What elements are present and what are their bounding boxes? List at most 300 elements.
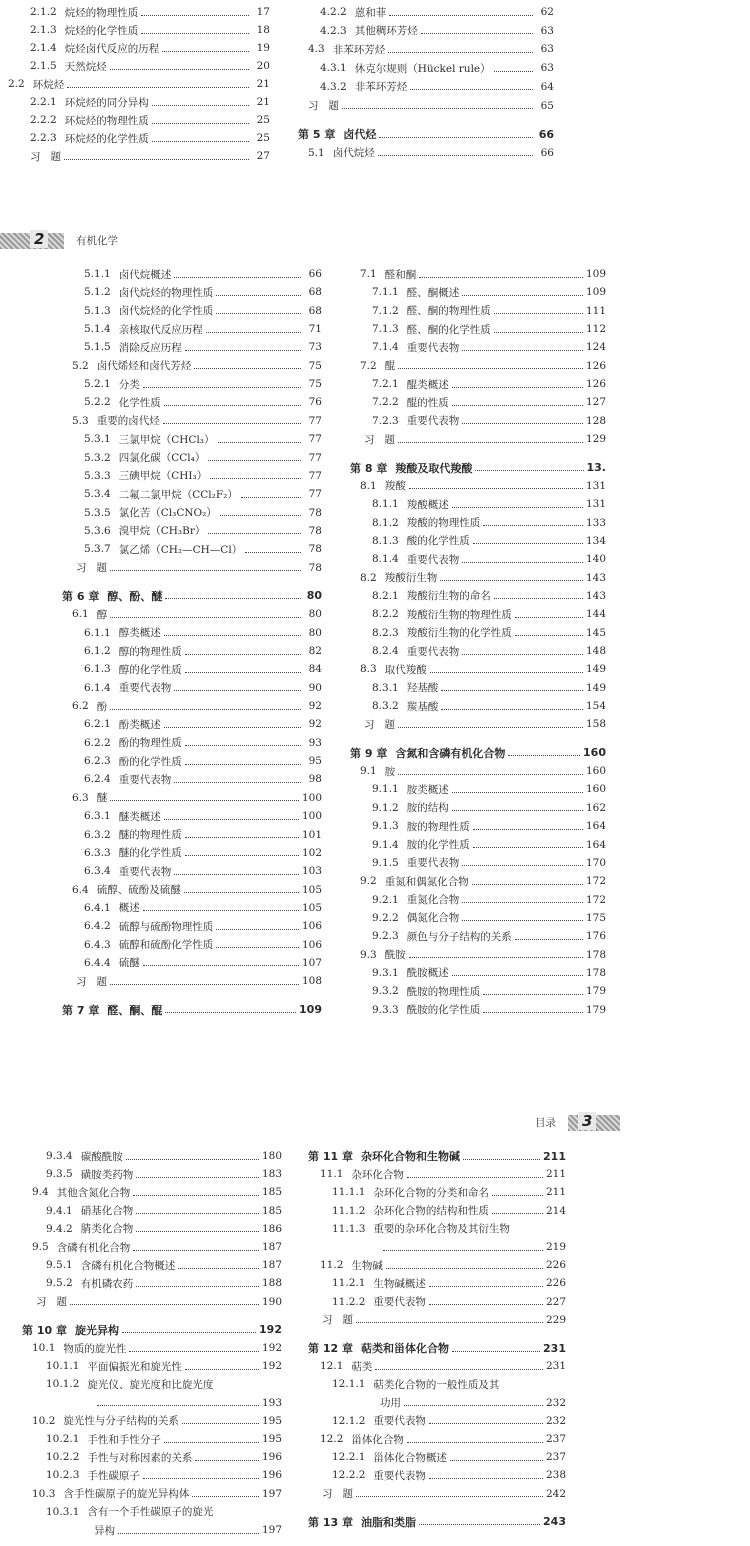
- toc-dot-leader: [452, 792, 583, 793]
- toc-entry-title: 胺的结构: [406, 802, 449, 815]
- toc-entry-number: 4.2.3: [320, 24, 347, 37]
- toc-dot-leader: [110, 617, 301, 618]
- toc-dot-leader: [462, 865, 583, 866]
- toc-entry-page: 170: [585, 856, 606, 869]
- toc-entry-page: 73: [308, 341, 322, 354]
- toc-dot-leader: [441, 690, 583, 691]
- toc-entry: [84, 450, 322, 466]
- toc-entry-page: 90: [308, 681, 322, 694]
- toc-entry-page: 77: [308, 414, 322, 427]
- toc-entry: [332, 1184, 566, 1200]
- toc-entry-number: 5.3.2: [84, 451, 111, 464]
- toc-dot-leader: [407, 1177, 543, 1178]
- toc-entry: [372, 394, 606, 410]
- toc-entry-title: 重要的卤代烃: [96, 415, 160, 428]
- toc-entry-number: 12.2.2: [332, 1469, 366, 1482]
- toc-entry-title: 萜类: [351, 1360, 373, 1373]
- toc-entry-title: 醌: [384, 360, 396, 373]
- toc-entry-page: 92: [308, 718, 322, 731]
- toc-entry-number: 2.1.4: [30, 42, 57, 54]
- toc-entry-title: 卤代烃: [343, 128, 377, 142]
- toc-entry-title: 羰基酸: [406, 700, 439, 713]
- toc-entry-title: 醇: [96, 608, 108, 621]
- toc-entry-title: 溴甲烷（CH₃Br）: [118, 525, 206, 538]
- toc-dot-leader: [515, 939, 583, 940]
- toc-chapter-entry: [22, 1322, 282, 1338]
- toc-dot-leader: [136, 1286, 259, 1287]
- toc-entry: [360, 570, 606, 586]
- toc-entry-number: 第 13 章: [308, 1515, 353, 1529]
- toc-entry-page: 172: [585, 875, 606, 888]
- toc-entry-number: 第 6 章: [62, 589, 100, 603]
- toc-entry-page: 63: [540, 43, 554, 56]
- toc-entry-number: 8.2.4: [372, 645, 399, 657]
- toc-entry-page: 17: [256, 6, 270, 18]
- toc-entry-title: 羧酸衍生物: [384, 572, 438, 585]
- toc-entry-title: 醛和酮: [384, 268, 417, 281]
- toc-dot-leader: [194, 368, 301, 369]
- toc-entry-number: 10.1.1: [46, 1360, 80, 1373]
- toc-dot-leader: [210, 478, 301, 479]
- toc-dot-leader: [398, 727, 583, 728]
- toc-entry-page: 78: [308, 506, 322, 519]
- toc-entry-number: 10.1: [32, 1342, 56, 1354]
- toc-entry: [372, 892, 606, 908]
- toc-dot-leader: [129, 1351, 259, 1352]
- toc-entry-number: 6.3.1: [84, 810, 111, 823]
- toc-entry-title: 题: [384, 718, 395, 731]
- toc-entry-page: 237: [545, 1451, 566, 1464]
- toc-entry-number: 6.1.2: [84, 645, 111, 657]
- toc-entry-page: 21: [256, 78, 270, 90]
- toc-entry-number: 7.1.1: [372, 286, 399, 299]
- toc-entry-page: 111: [585, 304, 606, 317]
- toc-entry: [30, 130, 270, 146]
- toc-entry: [380, 1239, 566, 1255]
- toc-chapter-entry: [62, 588, 322, 604]
- toc-dot-leader: [110, 69, 249, 70]
- toc-dot-leader: [483, 1012, 583, 1013]
- toc-entry: [320, 1358, 566, 1374]
- toc-entry: [372, 321, 606, 337]
- toc-entry-number: 5.1.3: [84, 304, 111, 317]
- toc-entry: [84, 900, 322, 916]
- toc-dot-leader: [462, 654, 583, 655]
- toc-entry-page: 196: [261, 1469, 282, 1482]
- toc-entry-number: 5.2.2: [84, 396, 111, 409]
- toc-dot-leader: [398, 368, 583, 369]
- toc-entry-title: 手性碳原子: [87, 1469, 140, 1482]
- toc-dot-leader: [494, 71, 533, 72]
- toc-dot-leader: [152, 123, 249, 124]
- toc-entry-title: 旋光性与分子结构的关系: [63, 1415, 179, 1428]
- toc-entry: [372, 818, 606, 834]
- toc-entry-title: 重要代表物: [406, 857, 460, 870]
- toc-entry-number: 7.2.2: [372, 396, 399, 409]
- toc-entry-page: 19: [256, 42, 270, 54]
- toc-entry-page: 185: [261, 1186, 282, 1199]
- toc-dot-leader: [508, 755, 580, 756]
- toc-entry-page: 102: [301, 846, 322, 859]
- toc-entry-number: 11.1.1: [332, 1186, 366, 1199]
- toc-entry-number: 9.1.1: [372, 783, 399, 796]
- toc-dot-leader: [452, 387, 583, 388]
- toc-entry-title: 羧酸衍生物的命名: [406, 590, 491, 603]
- toc-entry-number: 5.1: [308, 146, 325, 159]
- toc-dot-leader: [216, 313, 301, 314]
- toc-entry-page: 148: [585, 645, 606, 657]
- toc-dot-leader: [220, 515, 301, 516]
- toc-entry-number: 习: [322, 1314, 333, 1327]
- toc-dot-leader: [165, 598, 301, 599]
- toc-entry-page: 75: [308, 378, 322, 391]
- toc-entry: [84, 680, 322, 696]
- toc-entry-page: 127: [585, 396, 606, 409]
- toc-entry-title: 手性和手性分子: [87, 1433, 161, 1446]
- toc-entry-page: 193: [261, 1396, 282, 1409]
- toc-dot-leader: [136, 1231, 259, 1232]
- toc-dot-leader: [164, 635, 301, 636]
- toc-entry: [84, 955, 322, 971]
- toc-entry-page: 197: [261, 1524, 282, 1536]
- toc-entry-page: 66: [308, 268, 322, 280]
- toc-dot-leader: [462, 562, 583, 563]
- toc-entry-page: 75: [308, 359, 322, 372]
- toc-entry-page: 80: [308, 626, 322, 639]
- toc-entry-title: 题: [384, 433, 395, 446]
- toc-entry-title: 物质的旋光性: [63, 1342, 127, 1355]
- toc-entry-title: 羟基酸: [406, 682, 439, 695]
- toc-entry-title: 羧酸的物理性质: [406, 517, 481, 530]
- toc-dot-leader: [143, 387, 301, 388]
- toc-dot-leader: [216, 947, 299, 948]
- toc-dot-leader: [162, 51, 249, 52]
- toc-dot-leader: [389, 15, 533, 16]
- toc-dot-leader: [515, 617, 583, 618]
- toc-entry-title: 重要代表物: [373, 1296, 426, 1309]
- toc-entry-page: 18: [256, 24, 270, 36]
- toc-entry-number: 9.3.3: [372, 1003, 399, 1016]
- toc-entry-title: 羧酸及取代羧酸: [395, 461, 473, 475]
- toc-entry: [84, 771, 322, 787]
- toc-dot-leader: [216, 295, 301, 296]
- toc-entry-page: 27: [256, 150, 270, 162]
- toc-entry-page: 232: [545, 1396, 566, 1409]
- toc-entry-page: 100: [301, 810, 322, 823]
- toc-entry-page: 68: [308, 286, 322, 299]
- toc-entry-page: 128: [585, 414, 606, 427]
- toc-entry-number: 2.2: [8, 78, 25, 90]
- toc-dot-leader: [429, 1304, 543, 1305]
- toc-entry-page: 64: [540, 80, 554, 93]
- toc-entry-title: 消除反应历程: [118, 341, 182, 354]
- toc-dot-leader: [388, 52, 533, 53]
- toc-entry: [46, 1148, 282, 1164]
- toc-entry-title: 氯乙烯（CH₂—CH—Cl）: [118, 543, 243, 556]
- toc-entry-title: 腈类化合物: [80, 1223, 134, 1236]
- toc-entry-number: 2.2.1: [30, 96, 57, 108]
- toc-entry-title: 卤代烷概述: [118, 268, 172, 281]
- toc-entry: [84, 716, 322, 732]
- toc-entry: [32, 1486, 282, 1502]
- toc-entry-number: 8.3.1: [372, 681, 399, 694]
- toc-entry-page: 219: [545, 1241, 566, 1253]
- toc-entry-title: 其他稠环芳烃: [354, 25, 418, 38]
- toc-entry-page: 106: [301, 920, 322, 933]
- toc-entry-title: 羧酸衍生物的化学性质: [406, 627, 512, 640]
- toc-entry-number: 12.2: [320, 1433, 344, 1445]
- toc-dot-leader: [164, 727, 301, 728]
- toc-entry-number: 5.1.5: [84, 341, 111, 354]
- toc-entry: [84, 376, 322, 392]
- toc-entry-number: 6.4.3: [84, 938, 111, 951]
- toc-dot-leader: [245, 552, 301, 553]
- toc-entry-title: 环烷烃: [32, 78, 65, 91]
- toc-entry-page: 68: [308, 304, 322, 317]
- toc-entry-title: 酰胺的化学性质: [406, 1004, 481, 1017]
- toc-entry: [372, 376, 606, 392]
- toc-entry-number: 5.3.5: [84, 506, 111, 519]
- toc-entry-number: 习: [76, 975, 87, 988]
- toc-dot-leader: [185, 855, 299, 856]
- toc-entry-page: 176: [585, 930, 606, 943]
- toc-entry-title: 取代羧酸: [384, 663, 427, 676]
- toc-entry: [322, 1312, 566, 1328]
- toc-entry-page: 192: [259, 1323, 282, 1337]
- toc-entry-page: 82: [308, 645, 322, 657]
- toc-dot-leader: [419, 1524, 540, 1525]
- toc-dot-leader: [133, 1195, 259, 1196]
- toc-entry-number: 9.2.3: [372, 930, 399, 943]
- toc-dot-leader: [429, 1423, 543, 1424]
- toc-entry-title: 甾体化合物: [351, 1433, 404, 1446]
- toc-entry-title: 题: [56, 1296, 67, 1309]
- toc-entry: [84, 827, 322, 843]
- toc-dot-leader: [185, 1369, 259, 1370]
- toc-entry-page: 84: [308, 663, 322, 676]
- page-number: 2: [30, 230, 48, 248]
- toc-entry: [76, 560, 322, 576]
- toc-entry-number: 第 9 章: [350, 746, 388, 760]
- toc-entry: [320, 1166, 566, 1182]
- toc-entry-title: 硫醇与硫酚物理性质: [118, 920, 214, 933]
- toc-entry: [76, 973, 322, 989]
- toc-entry-page: 66: [540, 146, 554, 159]
- toc-entry-title: 胺的物理性质: [406, 820, 470, 833]
- toc-entry-page: 180: [261, 1150, 282, 1162]
- toc-entry: [84, 284, 322, 300]
- toc-entry-page: 92: [308, 700, 322, 713]
- toc-entry: [30, 148, 270, 164]
- toc-entry-title: 含手性碳原子的旋光异构体: [63, 1488, 190, 1501]
- toc-entry: [332, 1203, 566, 1219]
- toc-entry-page: 63: [540, 24, 554, 37]
- toc-entry-title: 其他含氮化合物: [56, 1186, 131, 1199]
- toc-entry: [372, 910, 606, 926]
- toc-entry-number: 7.1.4: [372, 341, 399, 354]
- toc-entry-number: 5.1.1: [84, 268, 111, 280]
- toc-entry-page: 144: [585, 608, 606, 621]
- toc-entry-title: 羧酸: [384, 480, 406, 493]
- toc-entry: [372, 515, 606, 531]
- toc-entry-title: 三碘甲烷（CHI₃）: [118, 470, 208, 483]
- toc-entry: [30, 4, 270, 20]
- toc-entry-number: 10.2: [32, 1414, 56, 1427]
- toc-dot-leader: [143, 910, 299, 911]
- toc-entry: [84, 625, 322, 641]
- toc-dot-leader: [174, 277, 301, 278]
- toc-entry: [372, 606, 606, 622]
- toc-entry-page: 100: [301, 791, 322, 804]
- toc-entry: [84, 394, 322, 410]
- toc-chapter-entry: [298, 126, 554, 142]
- toc-entry: [46, 1166, 282, 1182]
- toc-entry-title: 烷烃的化学性质: [64, 24, 139, 37]
- toc-entry-title: 酰胺: [384, 949, 406, 962]
- toc-entry-title: 胺的化学性质: [406, 839, 470, 851]
- toc-entry-number: 12.1.1: [332, 1378, 366, 1391]
- toc-entry-page: 143: [585, 589, 606, 602]
- toc-entry-number: 7.1.3: [372, 323, 399, 336]
- toc-entry-page: 145: [585, 626, 606, 639]
- toc-entry-number: 9.1.2: [372, 801, 399, 814]
- toc-entry-title: 重要代表物: [406, 553, 460, 566]
- toc-entry-number: 11.1: [320, 1168, 344, 1181]
- toc-entry-number: 第 8 章: [350, 461, 388, 475]
- toc-entry-page: 185: [261, 1204, 282, 1217]
- toc-dot-leader: [185, 672, 301, 673]
- toc-dot-leader: [494, 332, 583, 333]
- toc-entry-page: 196: [261, 1451, 282, 1464]
- toc-entry: [308, 41, 554, 57]
- toc-entry-page: 105: [301, 901, 322, 914]
- toc-entry: [84, 845, 322, 861]
- toc-entry: [84, 266, 322, 282]
- toc-entry: [84, 918, 322, 934]
- toc-entry-title: 题: [342, 1314, 353, 1327]
- toc-dot-leader: [216, 929, 299, 930]
- toc-entry: [46, 1504, 282, 1520]
- toc-entry-title: 醛、酮概述: [406, 286, 460, 299]
- toc-chapter-entry: [308, 1514, 566, 1530]
- toc-entry-page: 211: [545, 1168, 566, 1181]
- toc-entry: [372, 698, 606, 714]
- toc-entry-number: 习: [364, 718, 375, 731]
- toc-entry-number: 6.1: [72, 608, 89, 621]
- toc-dot-leader: [473, 543, 583, 544]
- toc-entry-page: 126: [585, 378, 606, 391]
- toc-entry-title: 重要代表物: [373, 1415, 426, 1428]
- toc-dot-leader: [483, 994, 583, 995]
- toc-dot-leader: [404, 1405, 543, 1406]
- toc-entry-title: 化学性质: [118, 396, 161, 409]
- toc-entry-page: 183: [261, 1168, 282, 1181]
- toc-entry-page: 124: [585, 341, 606, 354]
- toc-entry-title: 醚的物理性质: [118, 829, 182, 841]
- toc-entry: [46, 1358, 282, 1374]
- toc-dot-leader: [110, 984, 299, 985]
- toc-dot-leader: [182, 1423, 259, 1424]
- toc-entry-number: 6.2.2: [84, 736, 111, 749]
- toc-entry-title: 烷烃的物理性质: [64, 6, 139, 19]
- toc-entry-title: 重氮和偶氮化合物: [384, 875, 469, 888]
- toc-entry-page: 25: [256, 132, 270, 144]
- toc-entry-page: 229: [545, 1313, 566, 1326]
- toc-entry-title: 醌类概述: [406, 378, 449, 391]
- toc-entry-page: 179: [585, 1003, 606, 1016]
- toc-entry: [30, 40, 270, 56]
- toc-entry: [72, 358, 322, 374]
- toc-dot-leader: [452, 405, 583, 406]
- toc-entry-page: 226: [545, 1277, 566, 1290]
- toc-dot-leader: [195, 1460, 259, 1461]
- toc-entry-number: 12.1.2: [332, 1414, 366, 1427]
- toc-entry-title: 醇的物理性质: [118, 645, 182, 658]
- toc-entry: [332, 1449, 566, 1465]
- toc-entry: [72, 790, 322, 806]
- toc-entry: [84, 753, 322, 769]
- toc-dot-leader: [184, 892, 299, 893]
- toc-entry-number: 9.5: [32, 1241, 49, 1253]
- toc-entry-title: 生物碱概述: [373, 1277, 426, 1290]
- toc-entry-title: 手性与对称因素的关系: [87, 1451, 193, 1464]
- toc-entry-number: 8.2.3: [372, 626, 399, 639]
- toc-entry-page: 78: [308, 561, 322, 574]
- toc-entry-title: 酚的化学性质: [118, 755, 182, 768]
- toc-dot-leader: [430, 672, 583, 673]
- toc-entry-number: 6.4: [72, 883, 89, 896]
- toc-dot-leader: [164, 405, 301, 406]
- page-number: 3: [578, 1112, 596, 1130]
- toc-dot-leader: [440, 580, 583, 581]
- toc-dot-leader: [97, 1405, 259, 1406]
- toc-entry-number: 4.3.2: [320, 80, 347, 93]
- toc-dot-leader: [185, 350, 301, 351]
- toc-entry-page: 140: [585, 553, 606, 566]
- toc-entry-number: 8.1.2: [372, 516, 399, 529]
- toc-entry-number: 9.1.3: [372, 820, 399, 833]
- toc-entry: [30, 22, 270, 38]
- toc-entry-title: 萜类和甾体化合物: [360, 1342, 449, 1355]
- toc-entry: [320, 4, 554, 20]
- toc-dot-leader: [174, 690, 301, 691]
- toc-entry-title: 重要代表物: [118, 773, 172, 786]
- toc-entry-title: 醛、酮的物理性质: [406, 305, 491, 318]
- toc-entry-title: 环烷烃的同分异构: [64, 96, 149, 109]
- toc-entry: [84, 303, 322, 319]
- toc-entry: [30, 94, 270, 110]
- toc-entry-page: 20: [256, 60, 270, 72]
- toc-entry-title: 杂环化合物的结构和性质: [373, 1205, 489, 1218]
- toc-entry: [364, 431, 606, 447]
- toc-dot-leader: [241, 497, 301, 498]
- toc-entry-page: 149: [585, 663, 606, 676]
- toc-entry: [32, 1239, 282, 1255]
- toc-entry-number: 10.3: [32, 1487, 56, 1500]
- toc-entry-page: 231: [545, 1360, 566, 1373]
- toc-entry-page: 62: [540, 6, 554, 18]
- toc-entry-page: 227: [545, 1295, 566, 1308]
- toc-entry: [372, 1002, 606, 1018]
- toc-entry-page: 179: [585, 985, 606, 998]
- toc-entry-title: 硫醇、硫酚及硫醚: [96, 884, 181, 897]
- toc-entry-page: 195: [261, 1433, 282, 1445]
- toc-entry-page: 211: [543, 1149, 566, 1163]
- toc-dot-leader: [152, 105, 249, 106]
- toc-entry-number: 2.1.2: [30, 6, 57, 18]
- toc-entry: [84, 505, 322, 521]
- toc-entry-number: 6.2: [72, 700, 89, 713]
